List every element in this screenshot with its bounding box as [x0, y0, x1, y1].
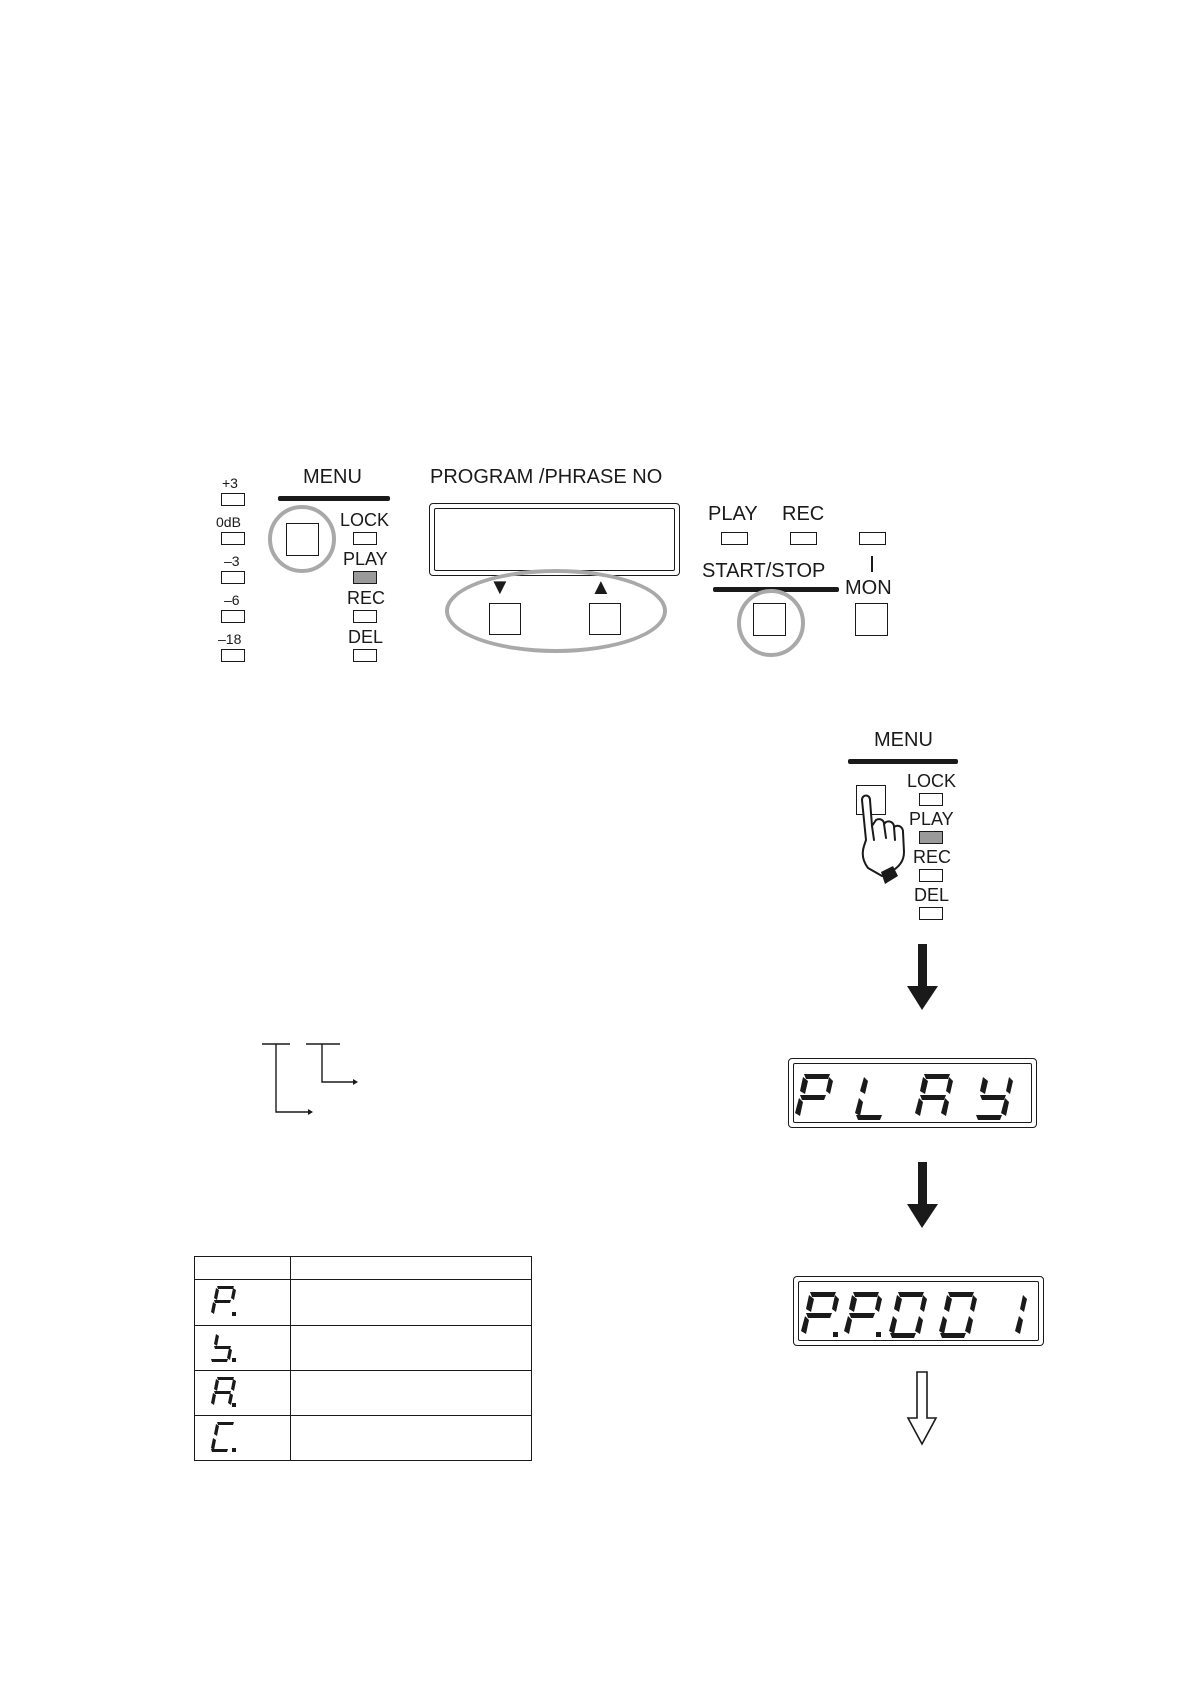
up-arrow-icon: ▲	[590, 574, 612, 599]
program-phrase-no-title: PROGRAM /PHRASE NO	[430, 466, 663, 488]
menu-led-label-lock: LOCK	[340, 510, 390, 530]
menu-title: MENU	[303, 466, 362, 488]
level-label-plus3: +3	[222, 475, 238, 491]
step-led-label-del: DEL	[914, 885, 950, 905]
level-label-minus3: –3	[224, 553, 240, 569]
mon-label: MON	[845, 577, 892, 599]
step-led-label-lock: LOCK	[907, 771, 957, 791]
step-led-label-rec: REC	[913, 847, 952, 867]
menu-led-label-rec: REC	[347, 588, 386, 608]
down-arrow-icon: ▼	[489, 574, 511, 599]
menu-led-label-play: PLAY	[343, 549, 388, 569]
level-label-minus6: –6	[224, 592, 240, 608]
menu-led-label-del: DEL	[348, 627, 384, 647]
play-indicator-label: PLAY	[708, 503, 758, 525]
step-menu-title: MENU	[874, 729, 933, 751]
start-stop-label: START/STOP	[702, 560, 826, 582]
level-label-minus18: –18	[218, 631, 242, 647]
step-led-label-play: PLAY	[909, 809, 954, 829]
rec-indicator-label: REC	[782, 503, 825, 525]
level-label-0db: 0dB	[216, 514, 241, 530]
